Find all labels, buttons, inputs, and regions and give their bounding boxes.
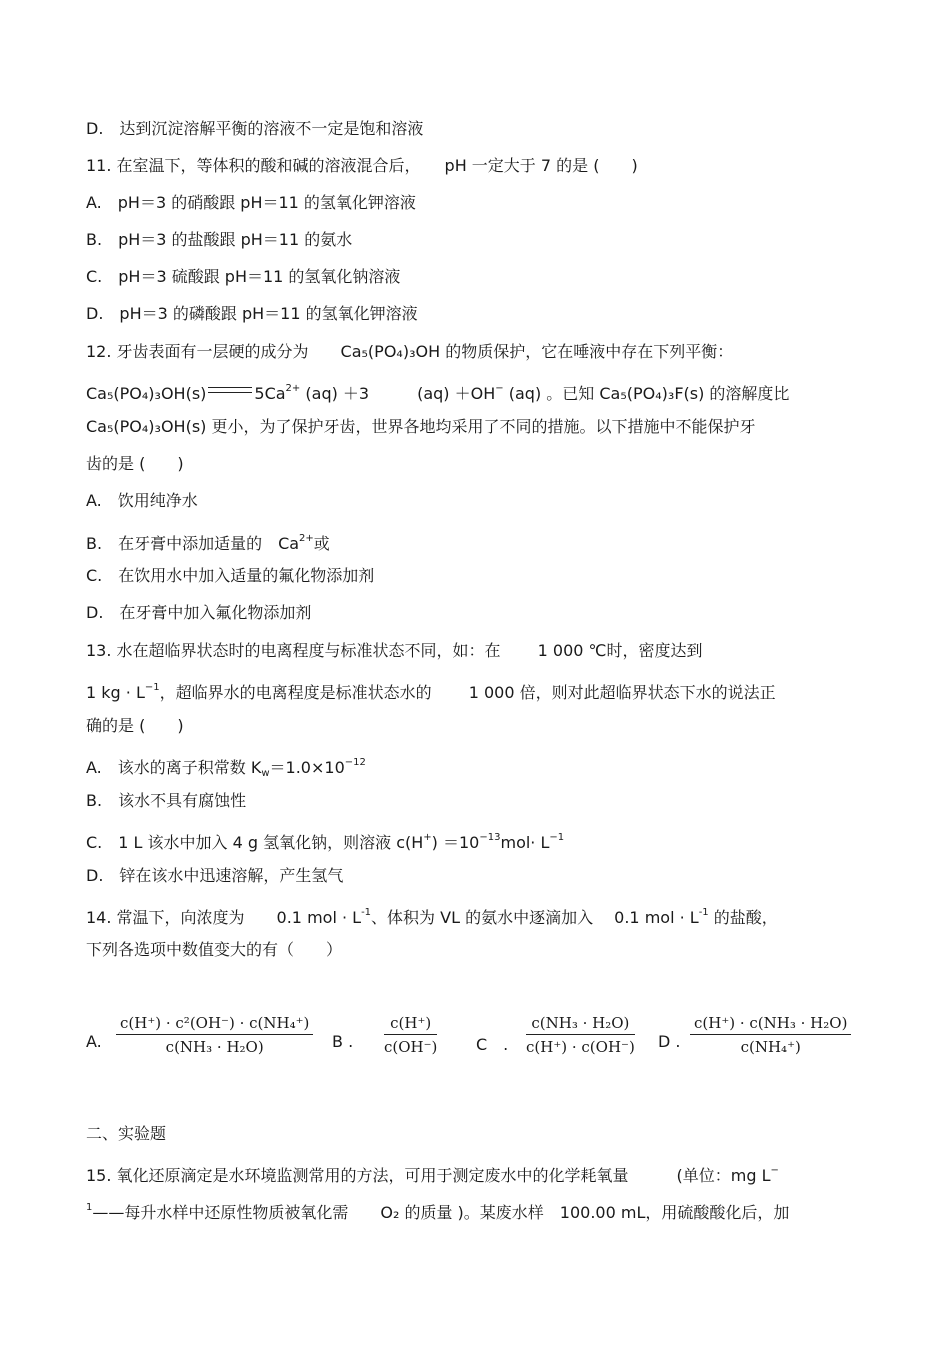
fraction-numerator: c(H⁺) · c(NH₃ · H₂O) <box>690 1014 851 1035</box>
question-15: 15. 氧化还原滴定是水环境监测常用的方法，可用于测定废水中的化学耗氧量 (单位：mg L− <box>86 1165 779 1185</box>
q14-option-b-fraction <box>384 1014 437 1056</box>
q12-option-b: B. 在牙膏中添加适量的 $Ca^{2+}$或 <box>86 533 330 553</box>
q14-option-d-label: D . <box>658 1032 681 1051</box>
fraction-denominator: c(OH⁻) <box>384 1038 438 1056</box>
q12-eq-text: Ca₅(PO₄)₃OH(s) $5Ca^{2+}$ (aq) ＋3 (aq) ＋OH− (aq) 。已知 Ca₅(PO₄)₃F(s) 的溶解度比 <box>86 383 790 403</box>
question-12: 12. 牙齿表面有一层硬的成分为 Ca₅(PO₄)₃OH 的物质保护，它在唾液中存在下列平衡： <box>86 342 734 361</box>
fraction-numerator: c(H⁺) <box>384 1014 437 1035</box>
question-13: 13. 水在超临界状态时的电离程度与标准状态不同，如：在 1 000 ℃时，密度达到 <box>86 641 703 660</box>
q13-line-3: 确的是 ( ) <box>86 716 184 735</box>
q12-line-4: 齿的是 ( ) <box>86 454 184 473</box>
question-11: 11. 在室温下，等体积的酸和碱的溶液混合后， pH 一定大于 7 的是 ( ) <box>86 156 638 175</box>
q12-line-3: Ca₅(PO₄)₃OH(s) 更小，为了保护牙齿，世界各地均采用了不同的措施。以下措施中不能保护牙 <box>86 417 756 436</box>
question-14: 14. 常温下，向浓度为 0.1 mol · $L^{-1}$、体积为 VL 的氨水中逐滴加入 0.1 mol · $L^{-1}$ 的盐酸， <box>86 907 778 927</box>
equilibrium-arrow-icon <box>208 386 252 396</box>
q13-option-b: B. 该水不具有腐蚀性 <box>86 791 247 810</box>
q14-option-a-label: A. <box>86 1032 102 1051</box>
q13-option-d: D. 锌在该水中迅速溶解，产生氢气 <box>86 866 344 885</box>
q12-option-c: C. 在饮用水中加入适量的氟化物添加剂 <box>86 566 375 585</box>
fraction-numerator: c(NH₃ · H₂O) <box>526 1014 635 1035</box>
q11-option-a: A. pH＝3 的硝酸跟 pH＝11 的氢氧化钾溶液 <box>86 193 416 212</box>
q14-options <box>86 1014 866 1074</box>
q13-option-c: C. 1 L 该水中加入 4 g 氢氧化钠，则溶液 $c(H^+) =10^{-13}mol\cdot L^{-1}$ <box>86 832 565 852</box>
q14-line-2: 下列各选项中数值变大的有（ ） <box>86 940 343 959</box>
fraction-denominator: c(H⁺) · c(OH⁻) <box>526 1038 635 1056</box>
q11-option-b: B. pH＝3 的盐酸跟 pH＝11 的氨水 <box>86 230 353 249</box>
q13-line-2: 1 kg · $L^{-1}$，超临界水的电离程度是标准状态水的 1 000 倍，则对此超临界状态下水的说法正 <box>86 682 776 702</box>
fraction-numerator: c(H⁺) · c²(OH⁻) · c(NH₄⁺) <box>116 1014 313 1035</box>
q14-option-d-fraction <box>690 1014 851 1056</box>
q12-equilibrium <box>86 378 864 405</box>
q14-option-a-fraction <box>116 1014 313 1056</box>
q12-option-d: D. 在牙膏中加入氟化物添加剂 <box>86 603 312 622</box>
fraction-denominator: c(NH₄⁺) <box>740 1038 801 1056</box>
q14-option-c-label: C . <box>476 1035 509 1054</box>
q15-line-2: $^1$——每升水样中还原性物质被氧化需 O₂ 的质量 )。某废水样 100.00 mL，用硫酸酸化后，加 <box>86 1202 790 1222</box>
q10-option-d: D. 达到沉淀溶解平衡的溶液不一定是饱和溶液 <box>86 119 424 138</box>
q13-option-a: A. 该水的离子积常数 $K_w=1.0\times 10^{-12}$ <box>86 757 366 779</box>
q12-option-a: A. 饮用纯净水 <box>86 491 198 510</box>
q11-option-d: D. pH＝3 的磷酸跟 pH＝11 的氢氧化钾溶液 <box>86 304 418 323</box>
fraction-denominator: c(NH₃ · H₂O) <box>165 1038 264 1056</box>
q14-option-c-fraction <box>526 1014 635 1056</box>
q11-option-c: C. pH＝3 硫酸跟 pH＝11 的氢氧化钠溶液 <box>86 267 401 286</box>
q14-option-b-label: B . <box>332 1032 354 1051</box>
section-heading-experiment: 二、实验题 <box>86 1124 167 1143</box>
